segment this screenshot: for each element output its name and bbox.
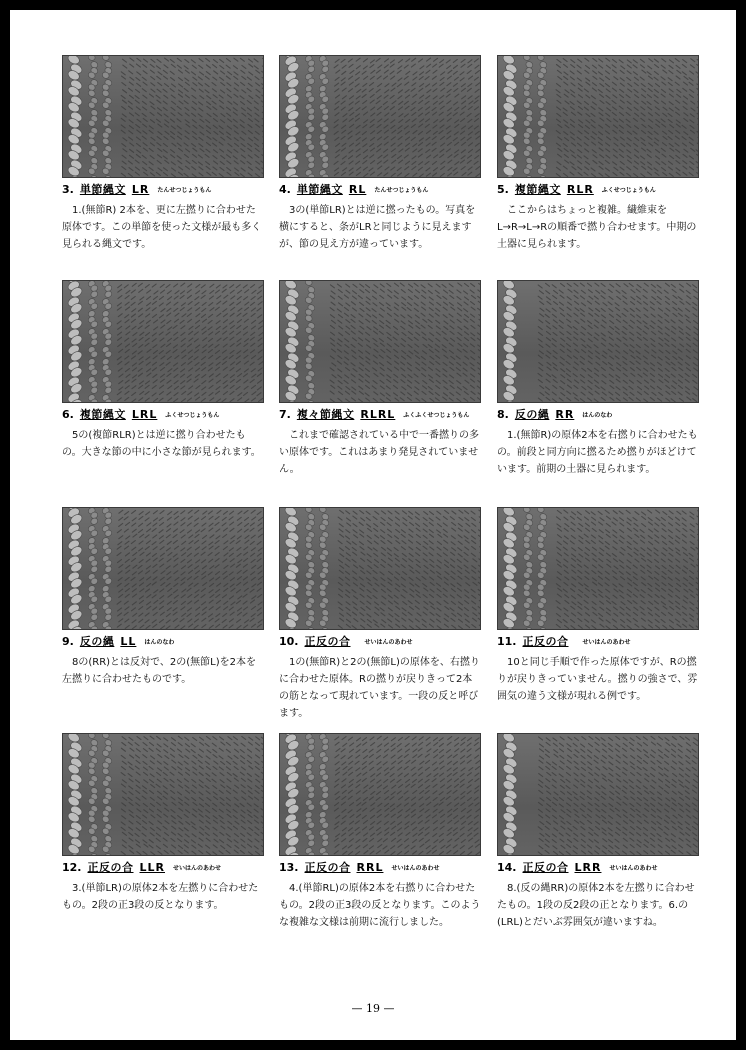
item-title: 反の縄	[79, 635, 115, 648]
item-code: RRL	[356, 861, 384, 874]
cord-card	[62, 55, 264, 253]
cord-impression-image	[280, 56, 480, 177]
cord-impression-image	[498, 56, 698, 177]
cord-caption	[279, 861, 481, 874]
cord-caption	[62, 183, 264, 196]
cord-caption	[279, 635, 481, 648]
item-reading: せいはんのあわせ	[609, 865, 658, 872]
item-number: 12.	[62, 861, 82, 874]
page-number: — 19 —	[351, 1002, 395, 1015]
cord-impression-image	[498, 734, 698, 855]
item-reading: せいはんのあわせ	[391, 865, 440, 872]
item-number: 13.	[279, 861, 299, 874]
item-description: 3.(単節LR)の原体2本を左撚りに合わせたもの。2段の正3段の反となります。	[62, 883, 259, 911]
item-title: 正反の合	[522, 635, 569, 648]
item-description: これまで確認されている中で一番撚りの多い原体です。これはあまり発見されていません。	[279, 430, 479, 475]
cord-caption	[497, 408, 699, 421]
cord-caption	[62, 408, 264, 421]
item-description: 8.(反の縄RR)の原体2本を左撚りに合わせたもの。1段の反2段の正となります。6.の(LRL)とだいぶ雰囲気が違いますね。	[497, 883, 695, 928]
item-title: 複々節縄文	[296, 408, 355, 421]
page	[10, 10, 736, 1040]
item-number: 4.	[279, 183, 291, 196]
cord-card	[279, 733, 481, 931]
item-description: 5の(複節RLR)とは逆に撚り合わせたもの。大きな節の中に小さな節が見られます。	[62, 430, 261, 458]
item-description: 1.(無節R) 2本を、更に左撚りに合わせた原体です。この単節を使った文様が最も多く見られる縄文です。	[62, 205, 262, 250]
item-title: 複節縄文	[514, 183, 561, 196]
item-title: 単節縄文	[79, 183, 126, 196]
item-number: 7.	[279, 408, 291, 421]
cord-card	[497, 55, 699, 253]
item-title: 単節縄文	[296, 183, 343, 196]
item-description: ここからはちょっと複雑。繊維束をL→R→L→Rの順番で撚り合わせます。中期の土器に見られます。	[497, 205, 697, 250]
item-reading: ふくせつじょうもん	[165, 412, 220, 419]
cord-card	[497, 507, 699, 705]
item-code: LR	[131, 183, 150, 196]
cord-impression-image	[280, 734, 480, 855]
cord-card	[279, 507, 481, 722]
cord-caption	[62, 861, 264, 874]
item-reading: たんせつじょうもん	[157, 187, 212, 194]
item-number: 3.	[62, 183, 74, 196]
item-title: 反の縄	[514, 408, 550, 421]
cord-photo	[279, 280, 481, 403]
cord-caption	[279, 408, 481, 421]
item-description: 1.(無節R)の原体2本を右撚りに合わせたもの。前段と同方向に撚るため撚りがほどけています。前期の土器に見られます。	[497, 430, 698, 475]
cord-photo	[279, 507, 481, 630]
cord-impression-image	[280, 281, 480, 402]
cord-caption	[62, 635, 264, 648]
cord-impression-image	[280, 508, 480, 629]
item-reading: はんのなわ	[582, 412, 613, 419]
item-title: 正反の合	[304, 635, 351, 648]
cord-photo	[497, 507, 699, 630]
cord-caption	[497, 183, 699, 196]
item-code: LRL	[131, 408, 158, 421]
cord-photo	[497, 280, 699, 403]
item-description: 10と同じ手順で作った原体ですが、Rの撚りが戻りきっていません。撚りの強さで、雰囲気の違う文様が現れる例です。	[497, 657, 698, 702]
cord-card	[279, 280, 481, 478]
item-code: RLR	[566, 183, 594, 196]
cord-card	[497, 733, 699, 931]
item-number: 6.	[62, 408, 74, 421]
item-number: 5.	[497, 183, 509, 196]
cord-caption	[497, 635, 699, 648]
cord-impression-image	[63, 508, 263, 629]
item-reading: せいはんのあわせ	[364, 639, 413, 646]
cord-card	[279, 55, 481, 253]
item-description: 4.(単節RL)の原体2本を右撚りに合わせたもの。2段の正3段の反となります。このような複雑な文様は前期に流行しました。	[279, 883, 481, 928]
item-reading: たんせつじょうもん	[374, 187, 429, 194]
item-code: LL	[120, 635, 137, 648]
cord-photo	[62, 733, 264, 856]
item-reading: ふくせつじょうもん	[601, 187, 656, 194]
cord-photo	[279, 55, 481, 178]
item-number: 10.	[279, 635, 299, 648]
cord-card	[62, 280, 264, 461]
item-title: 複節縄文	[79, 408, 126, 421]
cord-photo	[62, 507, 264, 630]
cord-photo	[62, 55, 264, 178]
cord-impression-image	[63, 734, 263, 855]
item-number: 11.	[497, 635, 517, 648]
item-code: RL	[348, 183, 367, 196]
item-description: 8の(RR)とは反対で、2の(無節L)を2本を左撚りに合わせたものです。	[62, 657, 256, 685]
cord-photo	[62, 280, 264, 403]
cord-impression-image	[498, 281, 698, 402]
cord-card	[62, 507, 264, 688]
cord-impression-image	[498, 508, 698, 629]
item-title: 正反の合	[522, 861, 569, 874]
item-reading: はんのなわ	[144, 639, 175, 646]
cord-card	[62, 733, 264, 914]
cord-impression-image	[63, 281, 263, 402]
item-reading: ふくふくせつじょうもん	[403, 412, 470, 419]
cord-card	[497, 280, 699, 478]
item-description: 3の(単節LR)とは逆に撚ったもの。写真を横にすると、条がLRと同じように見えますが、節の見え方が違っています。	[279, 205, 476, 250]
item-title: 正反の合	[304, 861, 351, 874]
item-number: 8.	[497, 408, 509, 421]
item-reading: せいはんのあわせ	[582, 639, 631, 646]
cord-caption	[279, 183, 481, 196]
item-description: 1の(無節R)と2の(無節L)の原体を、右撚りに合わせた原体。Rの撚りが戻りきって2本の筋となって現れています。一段の反と呼びます。	[279, 657, 480, 719]
item-reading: せいはんのあわせ	[173, 865, 222, 872]
cord-impression-image	[63, 56, 263, 177]
item-code: RR	[555, 408, 575, 421]
item-code: RLRL	[360, 408, 396, 421]
item-code: LLR	[139, 861, 165, 874]
cord-photo	[279, 733, 481, 856]
cord-photo	[497, 55, 699, 178]
cord-photo	[497, 733, 699, 856]
cord-caption	[497, 861, 699, 874]
item-number: 14.	[497, 861, 517, 874]
item-number: 9.	[62, 635, 74, 648]
item-title: 正反の合	[87, 861, 134, 874]
item-code: LRR	[574, 861, 602, 874]
